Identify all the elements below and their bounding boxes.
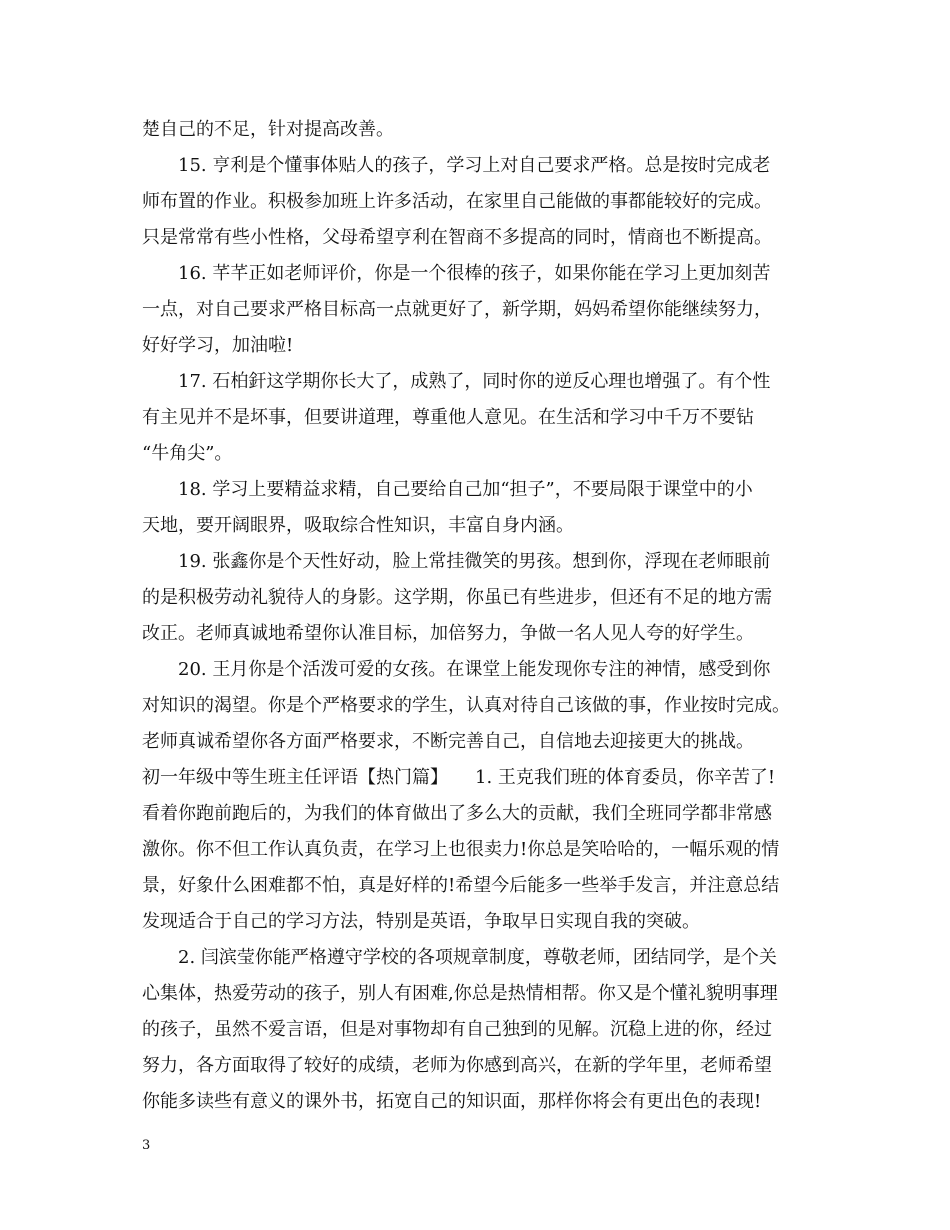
text-line: 老师真诚希望你各方面严格要求，不断完善自己，自信地去迎接更大的挑战。 xyxy=(142,731,754,752)
text-line: 努力，各方面取得了较好的成绩，老师为你感到高兴，在新的学年里，老师希望 xyxy=(142,1055,772,1076)
text-line: 16. 芊芊正如老师评价，你是一个很棒的孩子，如果你能在学习上更加刻苦 xyxy=(178,263,771,284)
text-line: 只是常常有些小性格，父母希望亨利在智商不多提高的同时，情商也不断提高。 xyxy=(142,227,772,248)
text-line: 对知识的渴望。你是个严格要求的学生，认真对待自己该做的事，作业按时完成。 xyxy=(142,695,790,716)
section-heading-line: 初一年级中等生班主任评语【热门篇】 1. 王克我们班的体育委员，你辛苦了! xyxy=(142,767,776,788)
text-line: 你能多读些有意义的课外书，拓宽自己的知识面，那样你将会有更出色的表现! xyxy=(142,1091,762,1112)
text-line: 好好学习，加油啦! xyxy=(142,335,294,356)
page-number: 3 xyxy=(142,1138,151,1153)
text-line: 的是积极劳动礼貌待人的身影。这学期，你虽已有些进步，但还有不足的地方需 xyxy=(142,587,772,608)
text-line: 有主见并不是坏事，但要讲道理，尊重他人意见。在生活和学习中千万不要钻 xyxy=(142,407,754,428)
text-line: 景，好象什么困难都不怕，真是好样的!希望今后能多一些举手发言，并注意总结 xyxy=(142,875,780,896)
text-line: 17. 石柏釬这学期你长大了，成熟了，同时你的逆反心理也增强了。有个性 xyxy=(178,371,771,392)
text-line: 15. 亨利是个懂事体贴人的孩子，学习上对自己要求严格。总是按时完成老 xyxy=(178,155,771,176)
text-line: 心集体，热爱劳动的孩子，别人有困难,你总是热情相帮。你又是个懂礼貌明事理 xyxy=(142,983,778,1004)
text-line: 楚自己的不足，针对提高改善。 xyxy=(142,119,394,140)
text-line: 一点，对自己要求严格目标高一点就更好了，新学期，妈妈希望你能继续努力， xyxy=(142,299,772,320)
text-line: 18. 学习上要精益求精，自己要给自己加“担子”，不要局限于课堂中的小 xyxy=(178,479,753,500)
text-line: 的孩子，虽然不爱言语，但是对事物却有自己独到的见解。沉稳上进的你，经过 xyxy=(142,1019,772,1040)
text-line: 改正。老师真诚地希望你认准目标，加倍努力，争做一名人见人夸的好学生。 xyxy=(142,623,754,644)
text-line: 19. 张鑫你是个天性好动，脸上常挂微笑的男孩。想到你，浮现在老师眼前 xyxy=(178,551,771,572)
text-line: “牛角尖”。 xyxy=(142,443,233,464)
text-line: 发现适合于自己的学习方法，特别是英语，争取早日实现自我的突破。 xyxy=(142,911,700,932)
text-line: 激你。你不但工作认真负责，在学习上也很卖力!你总是笑哈哈的，一幅乐观的情 xyxy=(142,839,780,860)
text-line: 天地，要开阔眼界，吸取综合性知识，丰富自身内涵。 xyxy=(142,515,574,536)
text-line: 20. 王月你是个活泼可爱的女孩。在课堂上能发现你专注的神情，感受到你 xyxy=(178,659,771,680)
text-line: 师布置的作业。积极参加班上许多活动，在家里自己能做的事都能较好的完成。 xyxy=(142,191,772,212)
text-line: 看着你跑前跑后的，为我们的体育做出了多么大的贡献，我们全班同学都非常感 xyxy=(142,803,772,824)
text-line: 2. 闫滨莹你能严格遵守学校的各项规章制度，尊敬老师，团结同学，是个关 xyxy=(178,947,777,968)
